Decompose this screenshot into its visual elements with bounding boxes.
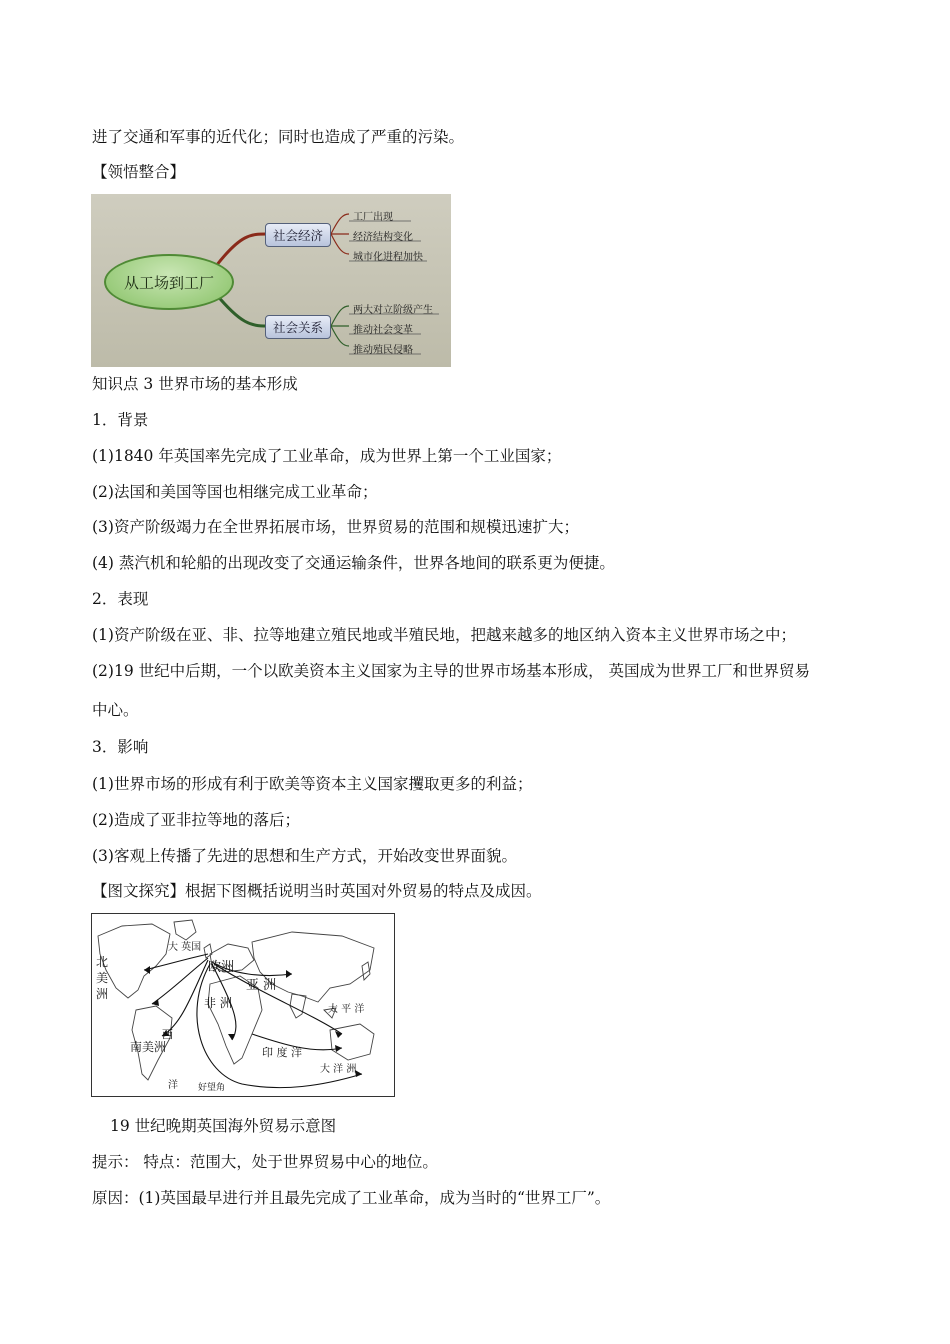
map-label-indian-ocean: 印 度 洋 [262,1046,302,1059]
map-label-good-hope: 好望角 [198,1083,226,1093]
mind-map-node-economy: 社会经济 [265,223,331,247]
map-label-oceania: 大 洋 洲 [320,1064,357,1075]
mind-map-leaf: 推动社会变革 [353,325,413,336]
map-label-europe: 欧洲 [208,960,235,975]
mind-map-leaf: 两大对立阶级产生 [353,305,433,316]
trade-map-figure [91,913,395,1097]
text-line: (2)19 世纪中后期，一个以欧美资本主义国家为主导的世界市场基本形成， 英国成为世界工厂和世界贸易 [92,662,811,680]
text-line: 提示： 特点：范围大，处于世界贸易中心的地位。 [92,1153,438,1171]
mind-map-node-relations: 社会关系 [265,315,331,339]
map-label-south-america: 南美洲 [130,1040,167,1054]
text-line: (1)资产阶级在亚、非、拉等地建立殖民地或半殖民地，把越来越多的地区纳入资本主义世界市场之中； [92,626,796,644]
mind-map-leaf: 城市化进程加快 [353,252,423,263]
text-line: (3)资产阶级竭力在全世界拓展市场，世界贸易的范围和规模迅速扩大； [92,518,579,536]
text-line: (2)法国和美国等国也相继完成工业革命； [92,483,378,501]
text-line: 进了交通和军事的近代化；同时也造成了严重的污染。 [92,128,465,146]
map-label-britain: 大 英国 [168,942,202,953]
text-line: (1)1840 年英国率先完成了工业革命，成为世界上第一个工业国家； [92,447,562,465]
subsection-heading: 1．背景 [92,411,149,429]
mind-map-leaf: 经济结构变化 [353,232,413,243]
knowledge-point-heading: 知识点 3 世界市场的基本形成 [92,375,298,393]
text-line: (2)造成了亚非拉等地的落后； [92,811,300,829]
mind-map-leaf: 推动殖民侵略 [353,345,413,356]
section-heading-comprehension: 【领悟整合】 [92,163,186,181]
text-line: (1)世界市场的形成有利于欧美等资本主义国家攫取更多的利益； [92,775,533,793]
map-label-asia: 亚 洲 [246,978,277,993]
text-line: 中心。 [92,701,139,719]
subsection-heading: 3．影响 [92,738,149,756]
mind-map-leaf: 工厂出现 [353,212,393,223]
map-label-ocean-char: 洋 [168,1080,178,1091]
mind-map-center-node: 从工场到工厂 [104,254,234,310]
map-label-west: 西 [162,1028,173,1041]
text-line: (3)客观上传播了先进的思想和生产方式，开始改变世界面貌。 [92,847,517,865]
subsection-heading: 2．表现 [92,590,149,608]
text-line: (4) 蒸汽机和轮船的出现改变了交通运输条件，世界各地间的联系更为便捷。 [92,554,615,572]
map-label-north-america: 北美洲 [96,955,109,1001]
figure-caption: 19 世纪晚期英国海外贸易示意图 [110,1117,337,1135]
text-line: 原因：(1)英国最早进行并且最先完成了工业革命，成为当时的“世界工厂”。 [92,1189,611,1207]
mind-map-figure [91,194,451,367]
section-heading-exploration: 【图文探究】根据下图概括说明当时英国对外贸易的特点及成因。 [92,882,542,900]
map-label-pacific: 太 平 洋 [328,1004,365,1015]
map-label-africa: 非 洲 [204,996,232,1010]
